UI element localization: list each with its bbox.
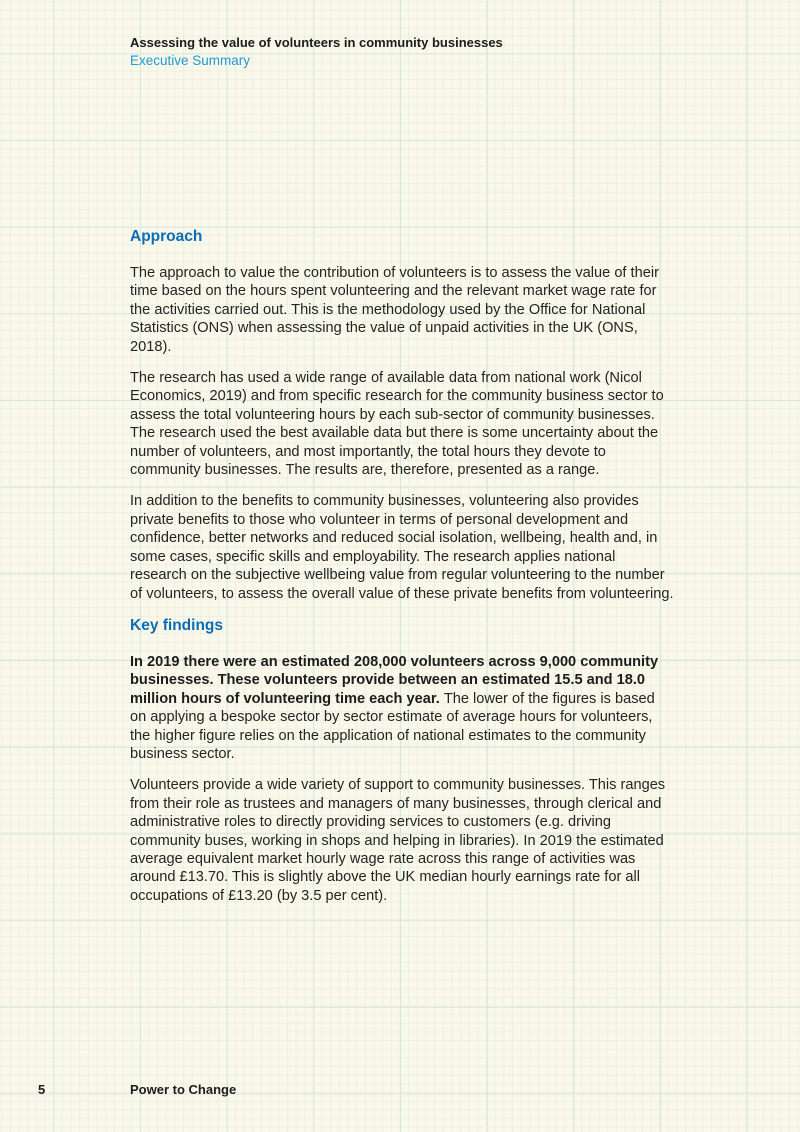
key-findings-paragraph-2: Volunteers provide a wide variety of support to community businesses. This ranges from their role as trustees and managers of many businesses, through clerical and administrative roles to directly providing services to customers (e.g. driving community buses, working in shops and helping in libraries). In 2019 the estimated average equivalent market hourly wage rate across this range of activities was around £13.70. This is slightly above the UK median hourly earnings rate for all occupations of £13.20 (by 3.5 per cent). (130, 777, 666, 904)
key-findings-paragraph-1 (130, 653, 675, 763)
document-subtitle: Executive Summary (130, 53, 251, 68)
section-heading-approach: Approach (130, 228, 203, 245)
brand-name: Power to Change (130, 1082, 237, 1097)
approach-paragraph-3: In addition to the benefits to community businesses, volunteering also provides private benefits to those who volunteer in terms of personal development and confidence, better networks and reduced social isolation, wellbeing, health and, in some cases, specific skills and employability. The research applies national research on the subjective wellbeing value from regular volunteering to the number of volunteers, to assess the overall value of these private benefits from volunteering. (130, 493, 674, 602)
key-findings-bold-statement: In 2019 there were an estimated 208,000 volunteers across 9,000 community businesses. These volunteers provide between an estimated 15.5 and 18.0 million hours of volunteering time each year. (130, 653, 659, 707)
document-title: Assessing the value of volunteers in community businesses (130, 35, 503, 50)
approach-paragraph-1: The approach to value the contribution of volunteers is to assess the value of their time based on the hours spent volunteering and the relevant market wage rate for the activities carried out. This is the methodology used by the Office for National Statistics (ONS) when assessing the value of unpaid activities in the UK (ONS, 2018). (130, 265, 659, 355)
page-content (130, 227, 675, 918)
page-header (130, 35, 690, 68)
section-heading-key-findings: Key findings (130, 616, 224, 634)
approach-paragraph-2: The research has used a wide range of available data from national work (Nicol Economics, 2019) and from specific research for the community business sector to assess the total volunteering hours by each sub-sector of community businesses. The research used the best available data but there is some uncertainty about the number of volunteers, and most importantly, the total hours they devote to community businesses. The results are, therefore, presented as a range. (130, 370, 664, 479)
key-findings-lead-rest: The lower of the figures is based on applying a bespoke sector by sector estimate of average hours for volunteers, the higher figure relies on the application of national estimates to the community business sector. (130, 690, 655, 762)
page-footer (0, 1082, 800, 1100)
page-number: 5 (38, 1082, 46, 1097)
